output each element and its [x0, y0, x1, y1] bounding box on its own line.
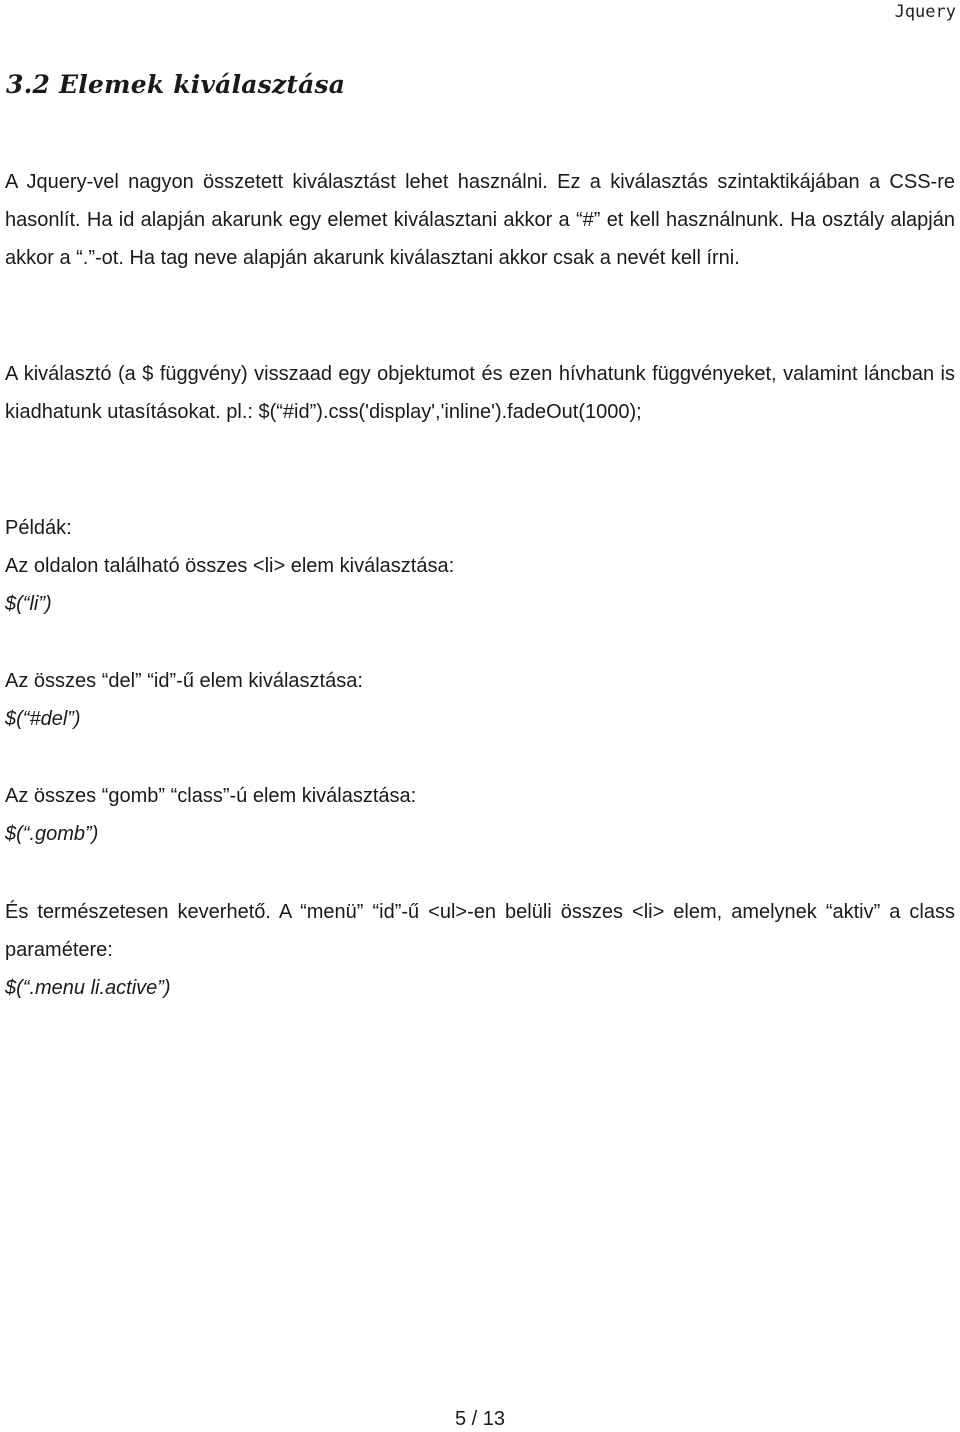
page-number: 5 / 13: [454, 1408, 506, 1430]
example-3-code: $(“.gomb”): [5, 823, 99, 845]
example-2-description: Az összes “del” “id”-ű elem kiválasztása:: [5, 670, 363, 692]
example-1-description: Az oldalon található összes <li> elem kiválasztása:: [5, 555, 455, 577]
example-4-description: És természetesen keverhető. A “menü” “id”-ű <ul>-en belüli összes <li> elem, amelynek “aktiv” a class paramétere:: [5, 901, 955, 961]
examples-heading: Példák:: [5, 517, 72, 539]
section-title: 3.2 Elemek kiválasztása: [6, 70, 346, 99]
intro-paragraph-1: A Jquery-vel nagyon összetett kiválasztást lehet használni. Ez a kiválasztás szintaktikájában a CSS-re hasonlít. Ha id alapján akarunk egy elemet kiválasztani akkor a “#” et kell használnunk. Ha osztály alapján akkor a “.”-ot. Ha tag neve alapján akarunk kiválasztani akkor csak a nevét kell írni.: [5, 171, 955, 269]
example-3-description: Az összes “gomb” “class”-ú elem kiválasztása:: [5, 785, 417, 807]
example-4-code: $(“.menu li.active”): [5, 977, 171, 999]
running-header: Jquery: [894, 2, 956, 22]
example-2-code: $(“#del”): [5, 708, 81, 730]
example-1-code: $(“li”): [5, 593, 52, 615]
intro-paragraph-2: A kiválasztó (a $ függvény) visszaad egy objektumot és ezen hívhatunk függvényeket, valamint láncban is kiadhatunk utasításokat. pl.: $(“#id”).css('display','inline').fadeOut(1000);: [5, 363, 955, 423]
